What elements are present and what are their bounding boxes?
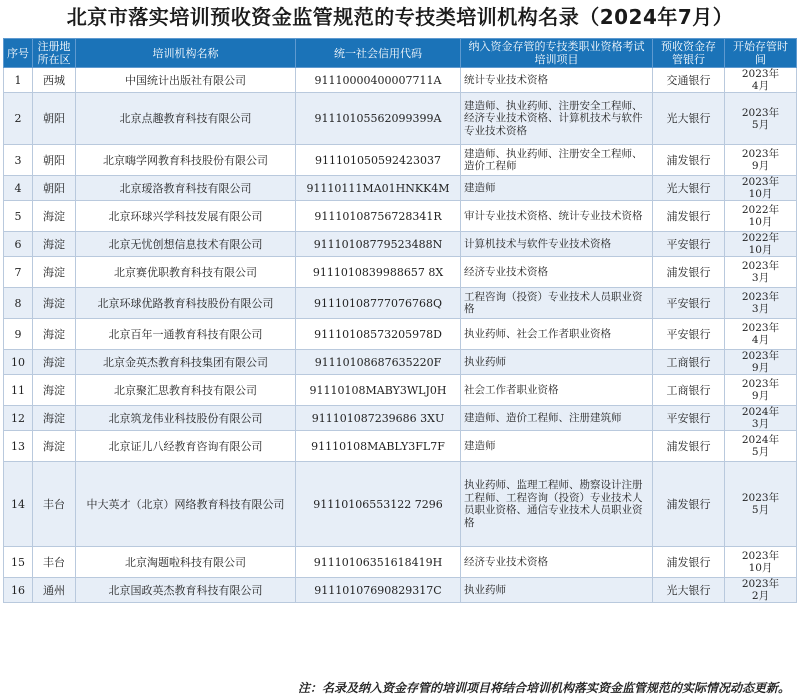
table-row [4, 176, 797, 201]
row-start-year: 2023年 [741, 492, 780, 504]
row-bank: 浦发银行 [653, 462, 725, 547]
row-project: 审计专业技术资格、统计专业技术资格 [461, 201, 653, 232]
row-start [725, 462, 797, 547]
row-bank: 浦发银行 [653, 201, 725, 232]
row-start [725, 406, 797, 431]
row-district: 丰台 [33, 462, 76, 547]
table-row [4, 547, 797, 578]
header-code: 统一社会信用代码 [296, 39, 461, 68]
row-bank: 光大银行 [653, 176, 725, 201]
institution-table [3, 38, 797, 603]
row-bank: 工商银行 [653, 350, 725, 375]
row-seq: 4 [4, 176, 33, 201]
row-start-month: 3月 [751, 418, 770, 430]
row-seq: 3 [4, 145, 33, 176]
row-start-year: 2024年 [741, 406, 780, 418]
row-start-month: 2月 [751, 590, 770, 602]
row-name: 北京百年一通教育科技有限公司 [76, 319, 296, 350]
row-start [725, 547, 797, 578]
row-project: 执业药师、社会工作者职业资格 [461, 319, 653, 350]
row-start-month: 9月 [751, 160, 770, 172]
row-bank: 交通银行 [653, 68, 725, 93]
row-start-month: 3月 [751, 303, 770, 315]
row-project: 建造师 [461, 176, 653, 201]
row-start [725, 375, 797, 406]
row-code: 91110108573205978D [296, 319, 461, 350]
row-seq: 10 [4, 350, 33, 375]
table-row [4, 431, 797, 462]
row-start-month: 5月 [751, 446, 770, 458]
row-seq: 2 [4, 93, 33, 145]
table-header-row [4, 39, 797, 68]
row-seq: 7 [4, 257, 33, 288]
header-bank: 预收资金存管银行 [653, 39, 725, 68]
row-start-year: 2023年 [741, 350, 780, 362]
row-start-month: 10月 [748, 244, 773, 256]
row-seq: 5 [4, 201, 33, 232]
row-start [725, 288, 797, 319]
row-district: 海淀 [33, 431, 76, 462]
row-start-month: 4月 [751, 334, 770, 346]
row-district: 海淀 [33, 288, 76, 319]
row-start-month: 10月 [748, 216, 773, 228]
row-start-month: 9月 [751, 390, 770, 402]
row-project: 执业药师 [461, 578, 653, 603]
table-row [4, 145, 797, 176]
table-row [4, 93, 797, 145]
row-name: 北京金英杰教育科技集团有限公司 [76, 350, 296, 375]
row-district: 丰台 [33, 547, 76, 578]
table-row [4, 462, 797, 547]
row-code: 91110106553122 7296 [296, 462, 461, 547]
row-district: 朝阳 [33, 145, 76, 176]
row-code: 91110105562099399A [296, 93, 461, 145]
row-start-month: 5月 [751, 118, 770, 131]
row-district: 海淀 [33, 201, 76, 232]
row-bank: 工商银行 [653, 375, 725, 406]
row-code: 91110108779523488N [296, 232, 461, 257]
row-name: 北京点趣教育科技有限公司 [76, 93, 296, 145]
row-district: 海淀 [33, 350, 76, 375]
header-project: 纳入资金存管的专技类职业资格考试培训项目 [461, 39, 653, 68]
table-row [4, 288, 797, 319]
row-start-year: 2023年 [741, 148, 780, 160]
row-bank: 平安银行 [653, 406, 725, 431]
row-name: 北京瑷洛教育科技有限公司 [76, 176, 296, 201]
row-start-year: 2023年 [741, 550, 780, 562]
row-name: 北京淘题啦科技有限公司 [76, 547, 296, 578]
row-bank: 光大银行 [653, 578, 725, 603]
row-name: 北京国政英杰教育科技有限公司 [76, 578, 296, 603]
row-start-month: 10月 [748, 188, 773, 200]
row-project: 执业药师、监理工程师、勘察设计注册工程师、工程咨询（投资）专业技术人员职业资格、通信专业技术人员职业资格 [461, 462, 653, 547]
row-district: 海淀 [33, 232, 76, 257]
table-row [4, 375, 797, 406]
table-row [4, 201, 797, 232]
row-name: 北京环球兴学科技发展有限公司 [76, 201, 296, 232]
row-start-year: 2024年 [741, 434, 780, 446]
row-start [725, 68, 797, 93]
page-title: 北京市落实培训预收资金监管规范的专技类培训机构名录（2024年7月） [66, 5, 734, 29]
row-start [725, 350, 797, 375]
row-project: 统计专业技术资格 [461, 68, 653, 93]
row-code: 91110106351618419H [296, 547, 461, 578]
footnote: 注：名录及纳入资金存管的培训项目将结合培训机构落实资金监管规范的实际情况动态更新。 [297, 681, 790, 695]
table-row [4, 319, 797, 350]
header-name: 培训机构名称 [76, 39, 296, 68]
row-start [725, 176, 797, 201]
row-name: 北京赛优职教育科技有限公司 [76, 257, 296, 288]
row-start [725, 257, 797, 288]
row-district: 朝阳 [33, 176, 76, 201]
row-start-year: 2023年 [741, 322, 780, 334]
row-start-year: 2022年 [741, 204, 780, 216]
row-project: 经济专业技术资格 [461, 547, 653, 578]
row-project: 建造师 [461, 431, 653, 462]
row-bank: 浦发银行 [653, 257, 725, 288]
row-bank: 光大银行 [653, 93, 725, 145]
row-seq: 13 [4, 431, 33, 462]
row-project: 经济专业技术资格 [461, 257, 653, 288]
row-name: 北京嗨学网教育科技股份有限公司 [76, 145, 296, 176]
row-code: 91110108687635220F [296, 350, 461, 375]
row-district: 海淀 [33, 319, 76, 350]
row-code: 91110108777076768Q [296, 288, 461, 319]
row-code: 911101087239686 3XU [296, 406, 461, 431]
row-bank: 浦发银行 [653, 547, 725, 578]
row-code: 91110107690829317C [296, 578, 461, 603]
row-start [725, 578, 797, 603]
row-start [725, 232, 797, 257]
row-name: 北京无忧创想信息技术有限公司 [76, 232, 296, 257]
row-start-month: 10月 [748, 562, 773, 574]
row-name: 中大英才（北京）网络教育科技有限公司 [76, 462, 296, 547]
header-seq: 序号 [4, 39, 33, 68]
row-start-year: 2023年 [741, 260, 780, 272]
header-district: 注册地所在区 [33, 39, 76, 68]
table-row [4, 232, 797, 257]
row-bank: 浦发银行 [653, 431, 725, 462]
row-code: 91110000400007711A [296, 68, 461, 93]
row-seq: 12 [4, 406, 33, 431]
row-project: 社会工作者职业资格 [461, 375, 653, 406]
row-bank: 浦发银行 [653, 145, 725, 176]
row-start [725, 431, 797, 462]
row-seq: 6 [4, 232, 33, 257]
row-start-year: 2023年 [741, 68, 780, 80]
row-start-year: 2023年 [741, 378, 780, 390]
row-bank: 平安银行 [653, 288, 725, 319]
row-seq: 16 [4, 578, 33, 603]
row-start-year: 2023年 [741, 106, 780, 119]
row-code: 911101050592423037 [296, 145, 461, 176]
row-code: 91110108756728341R [296, 201, 461, 232]
row-name: 中国统计出版社有限公司 [76, 68, 296, 93]
row-district: 海淀 [33, 375, 76, 406]
row-project: 执业药师 [461, 350, 653, 375]
row-start [725, 93, 797, 145]
row-start-year: 2023年 [741, 291, 780, 303]
row-bank: 平安银行 [653, 319, 725, 350]
row-name: 北京证儿八经教育咨询有限公司 [76, 431, 296, 462]
row-district: 朝阳 [33, 93, 76, 145]
row-project: 建造师、造价工程师、注册建筑师 [461, 406, 653, 431]
row-start [725, 319, 797, 350]
row-code: 91110108MABY3WLJ0H [296, 375, 461, 406]
row-seq: 14 [4, 462, 33, 547]
table-row [4, 406, 797, 431]
row-district: 海淀 [33, 406, 76, 431]
row-bank: 平安银行 [653, 232, 725, 257]
row-name: 北京环球优路教育科技股份有限公司 [76, 288, 296, 319]
row-district: 海淀 [33, 257, 76, 288]
row-seq: 1 [4, 68, 33, 93]
row-project: 工程咨询（投资）专业技术人员职业资格 [461, 288, 653, 319]
row-seq: 9 [4, 319, 33, 350]
table-row [4, 68, 797, 93]
table-row [4, 350, 797, 375]
row-start-month: 5月 [751, 504, 770, 516]
row-name: 北京聚汇思教育科技有限公司 [76, 375, 296, 406]
row-start-year: 2023年 [741, 176, 780, 188]
table-row [4, 257, 797, 288]
row-seq: 11 [4, 375, 33, 406]
row-start-month: 3月 [751, 272, 770, 284]
row-start [725, 145, 797, 176]
row-project: 建造师、执业药师、注册安全工程师、经济专业技术资格、计算机技术与软件专业技术资格 [461, 93, 653, 145]
row-project: 建造师、执业药师、注册安全工程师、造价工程师 [461, 145, 653, 176]
row-district: 通州 [33, 578, 76, 603]
row-seq: 15 [4, 547, 33, 578]
row-project: 计算机技术与软件专业技术资格 [461, 232, 653, 257]
row-code: 91110108MABLY3FL7F [296, 431, 461, 462]
header-start: 开始存管时间 [725, 39, 797, 68]
row-seq: 8 [4, 288, 33, 319]
row-name: 北京筑龙伟业科技股份有限公司 [76, 406, 296, 431]
row-start [725, 201, 797, 232]
row-start-year: 2022年 [741, 232, 780, 244]
row-start-year: 2023年 [741, 578, 780, 590]
row-code: 9111010839988657 8X [296, 257, 461, 288]
row-district: 西城 [33, 68, 76, 93]
table-body [4, 68, 797, 603]
table-row [4, 578, 797, 603]
row-start-month: 4月 [751, 80, 770, 92]
row-start-month: 9月 [751, 362, 770, 374]
row-code: 91110111MA01HNKK4M [296, 176, 461, 201]
